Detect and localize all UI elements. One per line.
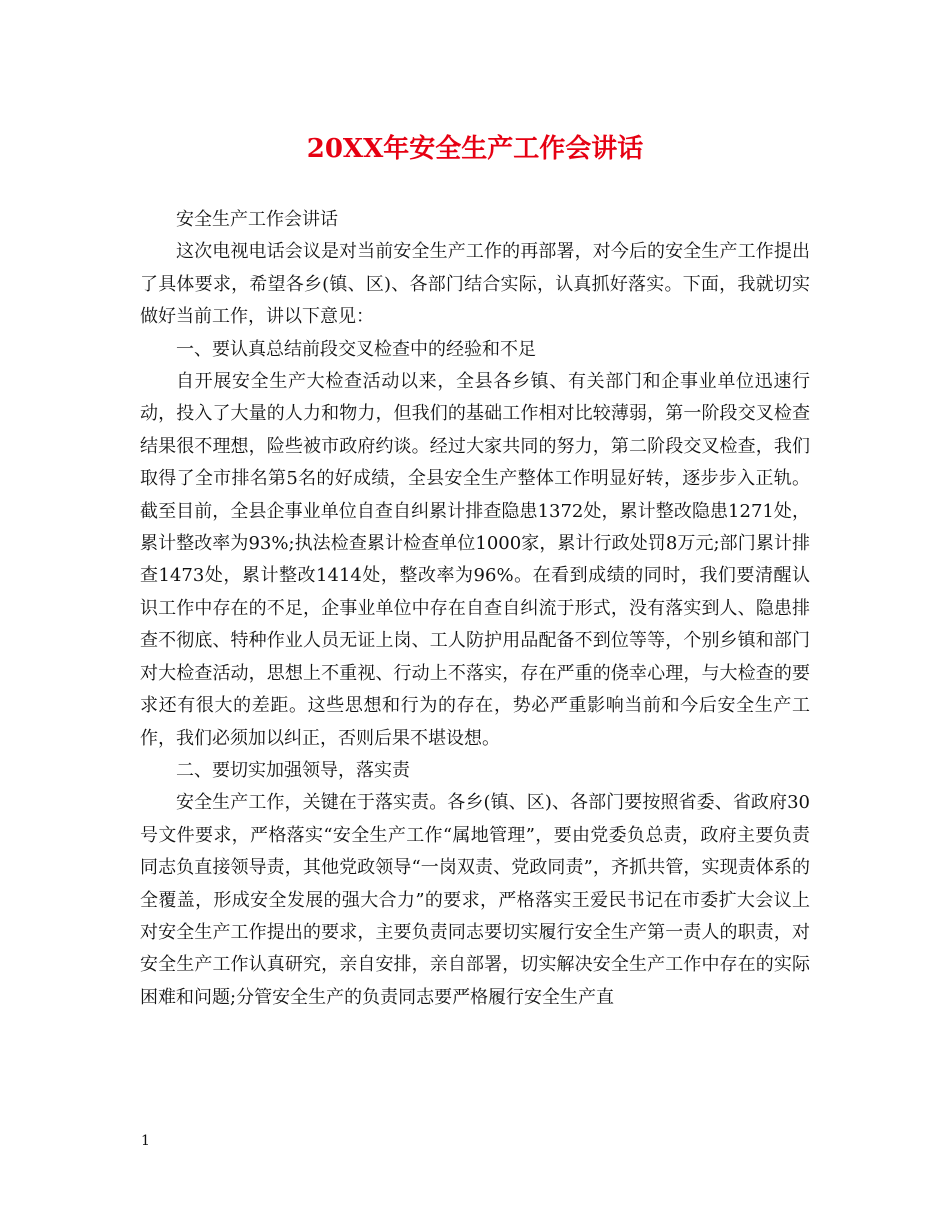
document-title: 20XX年安全生产工作会讲话: [306, 134, 644, 164]
section-heading-2: 二、要切实加强领导，落实责: [176, 759, 410, 781]
paragraph-intro: 这次电视电话会议是对当前安全生产工作的再部署，对今后的安全生产工作提出了具体要求，希望各乡(镇、区)、各部门结合实际，认真抓好落实。下面，我就切实做好当前工作，讲以下意见：: [140, 241, 810, 328]
paragraph-section-2: 安全生产工作，关键在于落实责。各乡(镇、区)、各部门要按照省委、省政府30号文件要求，严格落实“安全生产工作“属地管理”，要由党委负总责，政府主要负责同志负直接领导责，其他党政领导“一岗双责、党政同责”，齐抓共管，实现责体系的全覆盖，形成安全发展的强大合力”的要求，严格落实王爱民书记在市委扩大会议上对安全生产工作提出的要求，主要负责同志要切实履行安全生产第一责人的职责，对安全生产工作认真研究，亲自安排，亲自部署，切实解决安全生产工作中存在的实际困难和问题;分管安全生产的负责同志要严格履行安全生产直: [140, 792, 810, 1008]
page-number: 1: [141, 1133, 150, 1149]
paragraph-section-1: 自开展安全生产大检查活动以来，全县各乡镇、有关部门和企事业单位迅速行动，投入了大量的人力和物力，但我们的基础工作相对比较薄弱，第一阶段交叉检查结果很不理想，险些被市政府约谈。经过大家共同的努力，第二阶段交叉检查，我们取得了全市排名第5名的好成绩，全县安全生产整体工作明显好转，逐步步入正轨。截至目前，全县企事业单位自查自纠累计排查隐患1372处，累计整改隐患1271处，累计整改率为93%;执法检查累计检查单位1000家，累计行政处罚8万元;部门累计排查1473处，累计整改1414处，整改率为96%。在看到成绩的同时，我们要清醒认识工作中存在的不足，企事业单位中存在自查自纠流于形式，没有落实到人、隐患排查不彻底、特种作业人员无证上岗、工人防护用品配备不到位等等，个别乡镇和部门对大检查活动，思想上不重视、行动上不落实，存在严重的侥幸心理，与大检查的要求还有很大的差距。这些思想和行为的存在，势必严重影响当前和今后安全生产工作，我们必须加以纠正，否则后果不堪设想。: [140, 371, 810, 749]
section-heading-1: 一、要认真总结前段交叉检查中的经验和不足: [176, 338, 536, 360]
document-body: [140, 204, 810, 1014]
paragraph-subtitle: 安全生产工作会讲话: [176, 209, 338, 230]
